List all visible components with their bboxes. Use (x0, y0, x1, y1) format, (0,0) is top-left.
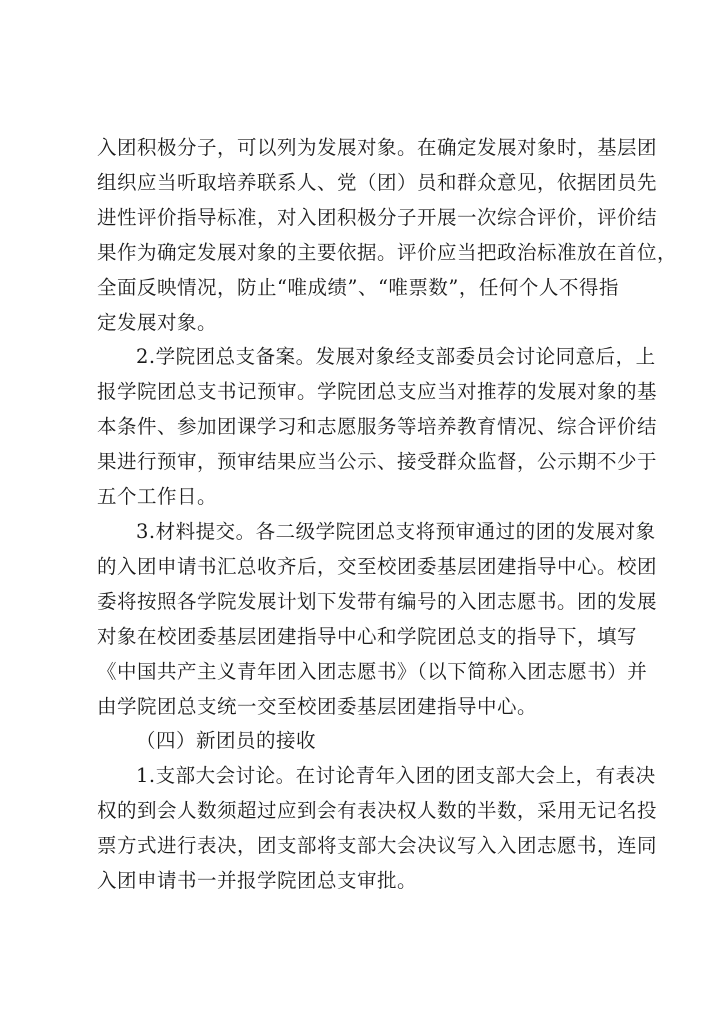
text-line: 五个工作日。 (97, 485, 218, 509)
paragraph-college-filing (97, 340, 658, 515)
text-line: 《中国共产主义青年团入团志愿书》（以下简称入团志愿书）并 (97, 659, 648, 683)
text-line: 3.材料提交。各二级学院团总支将预审通过的团的发展对象 (136, 519, 656, 543)
paragraph-branch-meeting (97, 759, 658, 899)
text-line: 全面反映情况，防止“唯成绩”、“唯票数”，任何个人不得指 (97, 275, 619, 299)
paragraph-material-submission (97, 515, 658, 724)
text-line: 的入团申请书汇总收齐后，交至校团委基层团建指导中心。校团 (97, 554, 658, 578)
text-line: 入团积极分子，可以列为发展对象。在确定发展对象时，基层团 (97, 136, 658, 159)
text-line: 由学院团总支统一交至校团委基层团建指导中心。 (97, 694, 538, 718)
body-text (97, 131, 678, 899)
text-line: 果进行预审，预审结果应当公示、接受群众监督，公示期不少于 (97, 450, 658, 474)
text-line: 权的到会人数须超过应到会有表决权人数的半数，采用无记名投 (97, 799, 658, 823)
paragraph-development-object-evaluation (97, 131, 678, 340)
text-line: 果作为确定发展对象的主要依据。评价应当把政治标准放在首位， (97, 240, 678, 264)
text-line: 本条件、参加团课学习和志愿服务等培养教育情况、综合评价结 (97, 415, 658, 439)
text-line: 报学院团总支书记预审。学院团总支应当对推荐的发展对象的基 (97, 380, 658, 404)
text-line: 入团申请书一并报学院团总支审批。 (97, 869, 418, 893)
text-line: 票方式进行表决，团支部将支部大会决议写入入团志愿书，连同 (97, 834, 658, 858)
text-line: 2.学院团总支备案。发展对象经支部委员会讨论同意后，上 (136, 345, 656, 369)
section-heading: （四）新团员的接收 (136, 729, 317, 753)
text-line: 组织应当听取培养联系人、党（团）员和群众意见，依据团员先 (97, 170, 658, 194)
text-line: 进性评价指导标准，对入团积极分子开展一次综合评价，评价结 (97, 205, 658, 229)
text-line: 1.支部大会讨论。在讨论青年入团的团支部大会上，有表决 (136, 764, 656, 788)
text-line: 对象在校团委基层团建指导中心和学院团总支的指导下，填写 (97, 624, 638, 648)
text-line: 定发展对象。 (97, 310, 218, 334)
text-line: 委将按照各学院发展计划下发带有编号的入团志愿书。团的发展 (97, 589, 658, 613)
